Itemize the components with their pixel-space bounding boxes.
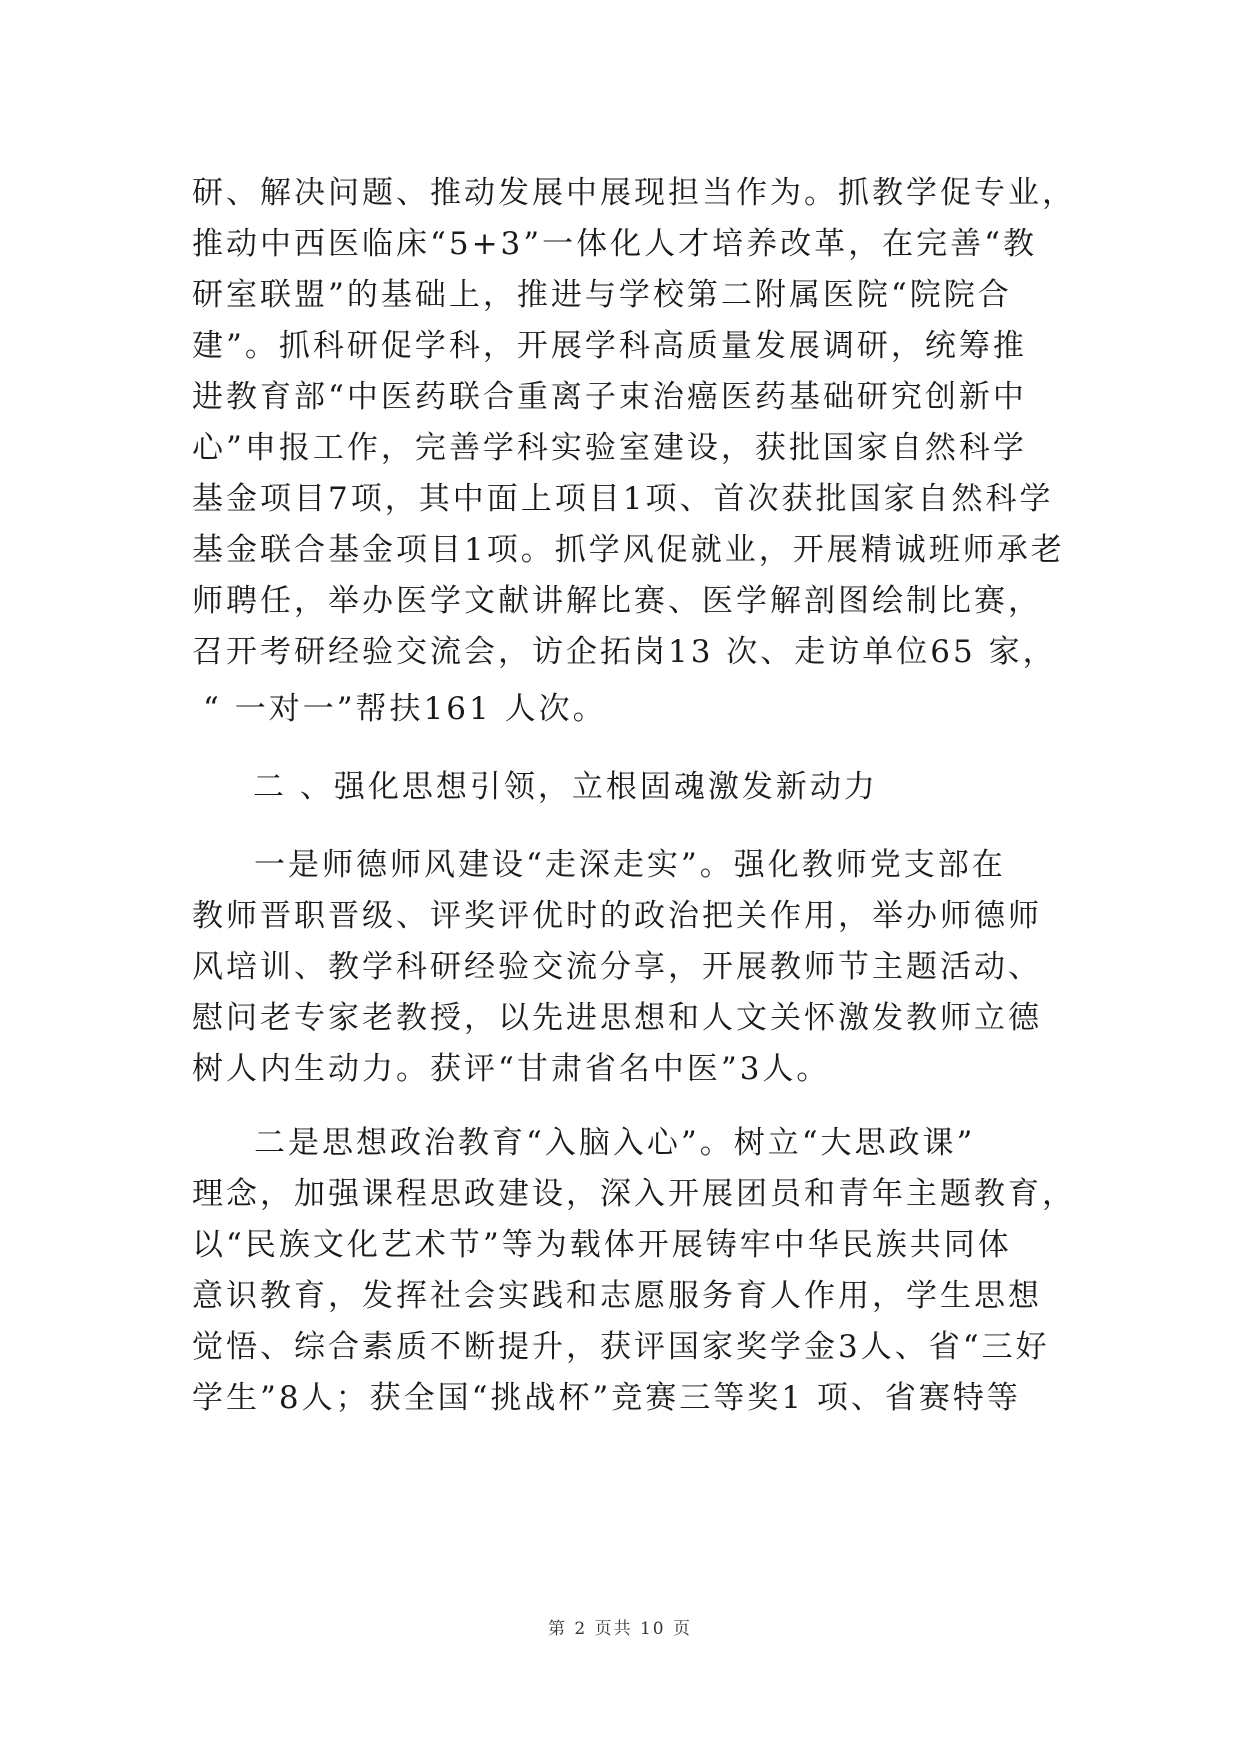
paragraph-1-line: 研室联盟”的基础上，推进与学校第二附属医院“院院合 (192, 277, 1012, 313)
page-number-footer: 第 2 页共 10 页 (547, 1619, 693, 1639)
paragraph-4-line: 意识教育，发挥社会实践和志愿服务育人作用，学生思想 (192, 1278, 1042, 1314)
paragraph-3-line: 一是师德师风建设“走深走实”。强化教师党支部在 (254, 847, 1006, 883)
paragraph-4-line: 学生”8人；获全国“挑战杯”竞赛三等奖1 项、省赛特等 (192, 1380, 1021, 1416)
paragraph-4-line: 理念，加强课程思政建设，深入开展团员和青年主题教育， (192, 1176, 1076, 1212)
paragraph-3-line: 慰问老专家老教授，以先进思想和人文关怀激发教师立德 (192, 1000, 1042, 1036)
paragraph-3-line: 教师晋职晋级、评奖评优时的政治把关作用，举办师德师 (192, 898, 1042, 934)
section-heading-text: 二 、强化思想引领，立根固魂激发新动力 (253, 769, 878, 805)
paragraph-3 (192, 840, 1072, 1095)
paragraph-1-line: 进教育部“中医药联合重离子束治癌医药基础研究创新中 (192, 379, 1027, 415)
paragraph-1-line: 基金联合基金项目1项。抓学风促就业，开展精诚班师承老 (192, 532, 1065, 568)
paragraph-4-line: 二是思想政治教育“入脑入心”。树立“大思政课” (254, 1125, 976, 1161)
paragraph-1-line: 推动中西医临床“5+3”一体化人才培养改革，在完善“教 (192, 226, 1037, 262)
paragraph-3-line: 风培训、教学科研经验交流分享，开展教师节主题活动、 (192, 949, 1042, 985)
paragraph-2 (203, 684, 1083, 735)
paragraph-1-line: 基金项目7项，其中面上项目1项、首次获批国家自然科学 (192, 481, 1054, 517)
paragraph-1-line: 建”。抓科研促学科，开展学科高质量发展调研，统筹推 (192, 328, 1027, 364)
paragraph-3-line: 树人内生动力。获评“甘肃省名中医”3人。 (192, 1051, 831, 1087)
paragraph-1 (192, 168, 1076, 678)
paragraph-2-line: “ 一对一”帮扶161 人次。 (203, 691, 607, 727)
section-heading (253, 762, 1133, 813)
paragraph-1-line: 心”申报工作，完善学科实验室建设，获批国家自然科学 (192, 430, 1027, 466)
paragraph-1-line: 研、解决问题、推动发展中展现担当作为。抓教学促专业， (192, 175, 1076, 211)
paragraph-1-line: 召开考研经验交流会，访企拓岗13 次、走访单位65 家， (192, 634, 1057, 670)
paragraph-4-line: 以“民族文化艺术节”等为载体开展铸牢中华民族共同体 (192, 1227, 1012, 1263)
paragraph-4 (192, 1118, 1076, 1424)
paragraph-4-line: 觉悟、综合素质不断提升，获评国家奖学金3人、省“三好 (192, 1329, 1050, 1365)
paragraph-1-line: 师聘任，举办医学文献讲解比赛、医学解剖图绘制比赛， (192, 583, 1042, 619)
